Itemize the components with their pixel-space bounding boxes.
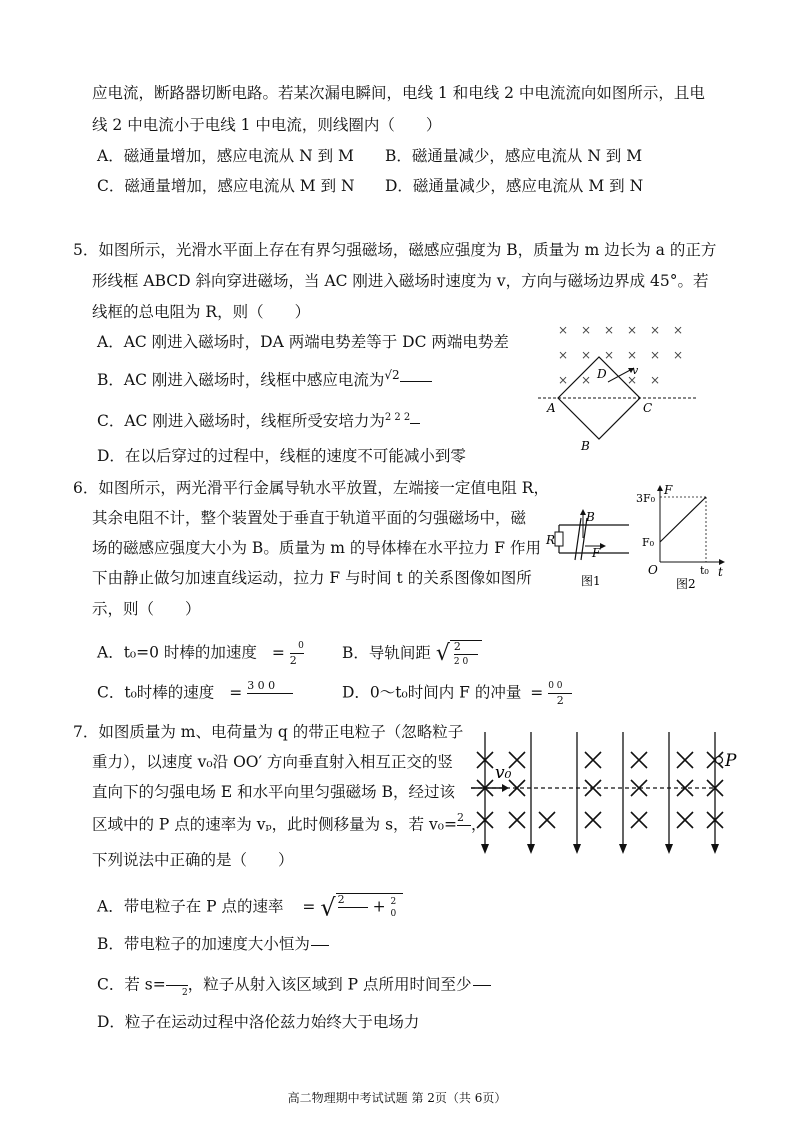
- field-x-mark: ×: [650, 373, 661, 387]
- q5-option-b-expr: [384, 365, 431, 385]
- q7-option-c: [97, 972, 491, 999]
- q5-figure: [538, 312, 698, 457]
- q7-option-a-sqrt-fraction: [338, 894, 368, 921]
- q6-option-c-text: C．t₀时棒的速度: [97, 683, 215, 702]
- fraction-bar: [166, 985, 188, 986]
- q6-option-c: [97, 680, 293, 707]
- q6-option-a-eq: =: [271, 643, 285, 662]
- q5-option-c-expr: [385, 408, 420, 428]
- q5-option-b-fraction-bar: [400, 381, 432, 382]
- q4-option-a: A．磁通量增加，感应电流从 N 到 M: [97, 147, 354, 165]
- label-c: C: [643, 401, 653, 415]
- field-x-mark: ×: [650, 323, 661, 337]
- q5-option-c-fraction-bar: [410, 423, 420, 424]
- field-x-mark: ×: [558, 323, 569, 337]
- q6-option-a-text: A．t₀=0 时棒的加速度: [97, 643, 257, 662]
- q7-option-a-radicand: [336, 893, 403, 921]
- q5-option-d: D．在以后穿过的过程中，线框的速度不可能减小到零: [97, 447, 466, 465]
- q6-option-a-den: 2: [289, 654, 297, 667]
- field-x-mark: ×: [558, 348, 569, 362]
- q6-option-a-num: 0: [298, 641, 304, 651]
- q7-option-b-text: B．带电粒子的加速度大小恒为: [97, 935, 310, 953]
- q5-option-b-num: √2: [384, 368, 400, 382]
- q7-option-b-fraction-bar: [311, 945, 329, 946]
- q6-option-a-fraction: [290, 640, 304, 667]
- q4-option-c: C．磁通量增加，感应电流从 M 到 N: [97, 177, 355, 195]
- magnetic-field-marks: [558, 323, 683, 387]
- q7-line-4-tail: ，: [470, 815, 487, 834]
- q7-option-a-v0-den: 0: [390, 908, 397, 919]
- fraction-bar: [338, 907, 368, 908]
- fig2-caption: 图2: [676, 577, 696, 591]
- field-x-mark: ×: [673, 348, 684, 362]
- resistor: [555, 532, 563, 546]
- q7-option-c-fraction: [166, 972, 188, 999]
- label-r: R: [546, 533, 556, 547]
- q6-option-c-eq: =: [229, 683, 243, 702]
- q7-option-a-eq: =: [302, 897, 316, 916]
- q7-line-4-num: 2: [456, 811, 464, 824]
- q6-option-d-den: 2: [556, 694, 564, 707]
- q6-line-4: 下由静止做匀加速直线运动，拉力 F 与时间 t 的关系图像如图所: [92, 569, 532, 587]
- field-x-mark: ×: [627, 348, 638, 362]
- q6-option-c-num: 3 0 0: [247, 679, 276, 692]
- label-t: t: [718, 565, 723, 579]
- q5-line-1: 5．如图所示，光滑水平面上存在有界匀强磁场，磁感应强度为 B，质量为 m 边长为 a 的正方: [73, 241, 717, 259]
- label-o: O: [648, 563, 658, 577]
- label-v0: v₀: [495, 763, 512, 783]
- q6-figure-1: [545, 508, 633, 590]
- q7-option-d: D．粒子在运动过程中洛伦兹力始终大于电场力: [97, 1013, 420, 1031]
- q4-line-1: 应电流，断路器切断电路。若某次漏电瞬间，电线 1 和电线 2 中电流流向如图所示，且电: [92, 84, 705, 102]
- q4-line-2: 线 2 中电流小于电线 1 中电流，则线圈内（ ）: [92, 116, 442, 134]
- q4-option-d: D．磁通量减少，感应电流从 M 到 N: [385, 177, 644, 195]
- q7-option-c-fraction-bar: [473, 985, 491, 986]
- q6-option-b-den: 2 0: [453, 657, 469, 667]
- q5-option-a: A．AC 刚进入磁场时，DA 两端电势差等于 DC 两端电势差: [97, 333, 509, 351]
- q6-option-a: [97, 640, 304, 667]
- field-x-mark: ×: [627, 323, 638, 337]
- magnetic-field-crosses: [477, 752, 723, 828]
- field-x-mark: ×: [558, 373, 569, 387]
- q7-option-a-v0-fraction: [391, 896, 401, 920]
- q7-option-b: [97, 934, 329, 954]
- field-x-mark: ×: [650, 348, 661, 362]
- q7-option-a-plus: +: [372, 897, 386, 916]
- q6-option-d-num: 0 0: [548, 681, 563, 691]
- label-v: v: [632, 364, 639, 377]
- q6-option-b: [342, 640, 482, 668]
- force-arrowhead: [600, 543, 606, 549]
- q7-option-a-text: A．带电粒子在 P 点的速率: [97, 897, 284, 916]
- q7-line-5: 下列说法中正确的是（ ）: [92, 851, 294, 869]
- q6-line-2: 其余电阻不计，整个装置处于垂直于轨道平面的匀强磁场中，磁: [92, 509, 527, 527]
- q6-figure-2: [636, 482, 728, 592]
- q5-option-b: [97, 370, 432, 391]
- fraction-bar: [454, 654, 478, 655]
- q7-line-3: 直向下的匀强电场 E 和水平向里匀强磁场 B，经过该: [92, 783, 455, 801]
- label-f: F: [592, 546, 601, 560]
- q5-option-c: [97, 411, 420, 434]
- q6-line-3: 场的磁感应强度大小为 B。质量为 m 的导体棒在水平拉力 F 作用: [92, 539, 541, 557]
- label-f: F: [664, 483, 673, 497]
- q7-option-a-v0-num: 2: [390, 896, 397, 907]
- q6-line-1: 6．如图所示，两光滑平行金属导轨水平放置，左端接一定值电阻 R，: [73, 479, 549, 497]
- q5-option-c-text: C．AC 刚进入磁场时，线框所受安培力为: [97, 412, 385, 430]
- label-d: D: [597, 367, 607, 381]
- q5-option-b-text: B．AC 刚进入磁场时，线框中感应电流为: [97, 371, 385, 389]
- q5-option-c-num: 2 2 2: [384, 412, 411, 423]
- field-x-mark: ×: [604, 323, 615, 337]
- q7-option-c-tail: ，粒子从射入该区域到 P 点所用时间至少: [187, 975, 472, 994]
- conductor-rod: [575, 518, 581, 560]
- q7-line-4-text: 区域中的 P 点的速率为 vₚ，此时侧移量为 s，若 v₀=: [92, 815, 457, 834]
- fig1-caption: 图1: [581, 574, 601, 588]
- label-f0: F₀: [642, 536, 655, 549]
- sqrt-icon: √: [320, 893, 336, 922]
- label-t0: t₀: [700, 564, 709, 577]
- q7-option-a: [97, 893, 403, 921]
- q6-option-d-eq: =: [530, 683, 544, 702]
- conductor-rod-edge: [581, 518, 587, 560]
- label-p: P: [725, 751, 737, 771]
- label-b: B: [586, 510, 595, 524]
- field-x-mark: ×: [581, 323, 592, 337]
- q5-line-2: 形线框 ABCD 斜向穿进磁场，当 AC 刚进入磁场时速度为 v，方向与磁场边界成 45°。若: [92, 272, 709, 290]
- label-3f0: 3F₀: [636, 492, 656, 505]
- page-footer: 高二物理期中考试试题 第 2页（共 6页）: [287, 1091, 507, 1105]
- field-x-mark: ×: [581, 373, 592, 387]
- q6-option-d: [342, 680, 572, 707]
- label-b: B: [581, 439, 590, 453]
- q7-option-c-den: 2: [182, 988, 188, 998]
- q5-line-3: 线框的总电阻为 R，则（ ）: [92, 303, 311, 321]
- q7-option-c-text: C．若 s=: [97, 975, 166, 994]
- q7-option-a-sqrt-num: 2: [337, 893, 345, 906]
- v0-arrowhead: [502, 784, 509, 792]
- point-p: [716, 757, 723, 764]
- f-t-line: [660, 497, 706, 542]
- q7-line-1: 7．如图质量为 m、电荷量为 q 的带正电粒子（忽略粒子: [73, 723, 464, 741]
- field-x-mark: ×: [627, 373, 638, 387]
- q6-option-b-text: B．导轨间距: [342, 644, 431, 662]
- q6-option-d-text: D．0～t₀时间内 F 的冲量: [342, 683, 522, 702]
- q6-line-5: 示，则（ ）: [92, 600, 201, 618]
- q7-line-2: 重力），以速度 v₀沿 OO′ 方向垂直射入相互正交的竖: [92, 753, 453, 771]
- q4-option-b: B．磁通量减少，感应电流从 N 到 M: [385, 147, 643, 165]
- q7-line-4: [92, 812, 486, 839]
- field-x-mark: ×: [673, 323, 684, 337]
- fraction-bar: [247, 693, 293, 694]
- q6-option-b-fraction: [450, 640, 482, 668]
- q6-option-b-num: 2: [453, 640, 461, 653]
- field-x-mark: ×: [604, 348, 615, 362]
- field-arrowheads: [481, 844, 719, 854]
- q6-option-c-fraction: [247, 680, 293, 707]
- q7-figure: [465, 730, 750, 858]
- q6-option-d-fraction: [548, 680, 572, 707]
- sqrt-icon: √: [435, 641, 450, 666]
- field-x-mark: ×: [581, 348, 592, 362]
- f-axis-arrowhead: [657, 485, 663, 491]
- label-a: A: [547, 401, 556, 415]
